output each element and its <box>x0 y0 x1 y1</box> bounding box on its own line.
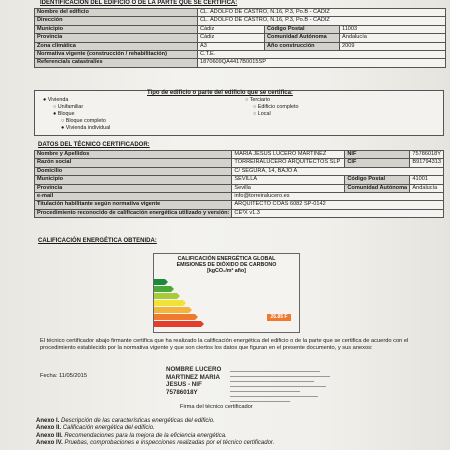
rating-header-line: EMISIONES DE DIÓXIDO DE CARBONO <box>176 262 277 269</box>
annex-number: Anexo III. <box>36 432 63 439</box>
row-label: Provincia <box>35 34 198 42</box>
row-label: Comunidad Autónoma <box>345 184 410 192</box>
annex-text: Descripción de las características energéticas del edificio. <box>61 418 215 424</box>
building-id-table <box>34 8 446 68</box>
table-row <box>35 209 444 217</box>
option-terciario <box>245 97 270 103</box>
option-label: Terciario <box>249 97 271 103</box>
row-value: info@torreiralucero.es <box>232 193 444 201</box>
row-value: B91794313 <box>410 159 444 167</box>
section2-title: Tipo de edificio o parte del edificio que se certifica: <box>147 90 293 96</box>
row-value: CL. ADOLFO DE CASTRO, N.16, P.3, Po.B - CADIZ <box>198 17 446 25</box>
option-local <box>253 111 271 117</box>
row-value: CE³X v1.3 <box>232 209 444 217</box>
row-label: Código Postal <box>345 176 410 184</box>
row-value: Sevilla <box>232 184 345 192</box>
row-value: Andalucía <box>410 184 444 192</box>
row-label: Nombre y Apellidos <box>35 151 232 159</box>
table-row <box>35 193 444 201</box>
annex-list <box>36 418 274 448</box>
signer-line: NOMBRE LUCERO <box>166 366 222 373</box>
digital-signature-stamp <box>230 367 350 402</box>
row-label: Año construcción <box>265 42 340 50</box>
rating-bar <box>154 307 192 313</box>
row-value: SEVILLA <box>232 176 345 184</box>
row-label: e-mail <box>35 193 232 201</box>
rating-value-badge: 26.85 F <box>267 314 291 321</box>
row-value: C.T.E. <box>198 51 446 59</box>
building-type-box <box>34 90 444 136</box>
rating-bar <box>154 286 174 292</box>
table-row <box>35 176 444 184</box>
annex-number: Anexo IV. <box>36 440 63 447</box>
list-item <box>36 418 274 425</box>
row-value: 1870609QA4417B0015SP <box>198 59 446 67</box>
row-label: Dirección <box>35 17 198 25</box>
row-value: 41001 <box>410 176 444 184</box>
rating-bar <box>154 300 186 306</box>
row-label: Zona climática <box>35 42 198 50</box>
table-row <box>35 51 446 59</box>
signer-line: 75786018Y <box>166 388 198 396</box>
radio-empty-icon: ○ <box>53 104 58 110</box>
radio-selected-icon: ● <box>53 111 58 117</box>
table-row <box>35 201 444 209</box>
row-value: 75786018Y <box>410 151 444 159</box>
row-label: Municipio <box>35 25 198 33</box>
row-value: A3 <box>198 42 265 50</box>
annex-number: Anexo I. <box>36 418 60 424</box>
option-unifamiliar <box>53 104 83 110</box>
table-row <box>35 167 444 175</box>
row-value: Cádiz <box>198 34 265 42</box>
rating-bar <box>154 314 198 320</box>
option-label: Vivienda individual <box>65 125 111 131</box>
row-label: NIF <box>345 151 410 159</box>
row-value: 11003 <box>340 25 446 33</box>
radio-selected-icon: ● <box>61 125 66 131</box>
option-label: Bloque <box>57 111 75 117</box>
table-row <box>35 25 446 33</box>
radio-empty-icon: ○ <box>253 111 258 117</box>
row-label: Provincia <box>35 184 232 192</box>
section3-title: DATOS DEL TÉCNICO CERTIFICADOR: <box>38 142 150 148</box>
list-item <box>36 440 274 447</box>
annex-text: Calificación energética del edificio. <box>62 425 155 432</box>
list-item <box>36 433 274 440</box>
radio-empty-icon: ○ <box>61 118 66 124</box>
row-label: CIF <box>345 159 410 167</box>
row-label: Titulación habilitante según normativa vigente <box>35 201 232 209</box>
rating-bar <box>154 321 204 327</box>
annex-text: Recomendaciones para la mejora de la eficiencia energética. <box>64 432 227 439</box>
rating-header-line: [kgCO₂/m² año] <box>207 268 246 275</box>
option-label: Edificio completo <box>257 104 299 110</box>
row-value: ARQUITECTO COAS 6082 SP-0142 <box>232 201 444 209</box>
row-label: Referencia/s catastral/es <box>35 59 198 67</box>
option-vivienda-individual <box>61 125 110 131</box>
list-item <box>36 425 274 432</box>
radio-empty-icon: ○ <box>253 104 258 110</box>
rating-header <box>154 256 299 275</box>
option-bloque-completo <box>61 118 106 124</box>
row-value: CL. ADOLFO DE CASTRO, N.16, P.3, Po.B - CADIZ <box>198 9 446 17</box>
table-row <box>35 17 446 25</box>
signer-line: JESUS - NIF <box>166 381 202 389</box>
row-value: TORREIRALUCERO ARQUITECTOS SLP <box>232 159 345 167</box>
rating-bar <box>154 279 168 285</box>
row-label: Domicilio <box>35 167 232 175</box>
option-label: Local <box>257 111 271 117</box>
radio-selected-icon: ● <box>43 97 48 103</box>
row-value: Andalucía <box>340 34 446 42</box>
section1-title: IDENTIFICACIÓN DEL EDIFICIO O DE LA PARTE QUE SE CERTIFICA: <box>40 0 238 6</box>
option-bloque <box>53 111 75 117</box>
signer-name <box>166 366 221 396</box>
table-row <box>35 159 444 167</box>
table-row <box>35 151 444 159</box>
radio-empty-icon: ○ <box>245 97 250 103</box>
date-label: Fecha: 11/05/2015 <box>40 373 88 379</box>
row-value: MARIA JESUS LUCERO MARTINEZ <box>232 151 345 159</box>
option-edificio-completo <box>253 104 299 110</box>
table-row <box>35 42 446 50</box>
table-row <box>35 59 446 67</box>
annex-number: Anexo II. <box>36 425 62 432</box>
row-label: Procedimiento reconocido de calificación energética utilizado y versión: <box>35 209 232 217</box>
technician-table <box>34 150 444 218</box>
table-row <box>35 34 446 42</box>
table-row <box>35 9 446 17</box>
row-value: 2009 <box>340 42 446 50</box>
annex-text: Pruebas, comprobaciones e inspecciones realizadas por el técnico certificador. <box>64 440 275 447</box>
option-vivienda <box>43 97 68 103</box>
rating-bar <box>154 293 180 299</box>
option-label: Bloque completo <box>65 118 106 124</box>
row-value: C/ SEGURA, 14, BAJO A <box>232 167 444 175</box>
certification-paragraph: El técnico certificador abajo firmante certifica que ha realizado la calificación energética del edificio o de la parte que se certifica de acuerdo con el procedimiento establecido por la normativa vigente y que son ciertos los datos que figuran en el presente documento, y sus anexos: <box>40 338 409 351</box>
table-row <box>35 184 444 192</box>
rating-header-line: CALIFICACIÓN ENERGÉTICA GLOBAL <box>177 256 276 262</box>
section4-title: CALIFICACIÓN ENERGÉTICA OBTENIDA: <box>38 238 157 244</box>
signer-line: MARTINEZ MARIA <box>166 373 220 381</box>
option-label: Vivienda <box>47 97 69 103</box>
row-label: Normativa vigente (construcción / rehabilitación) <box>35 51 198 59</box>
row-label: Nombre del edificio <box>35 9 198 17</box>
option-label: Unifamiliar <box>57 104 84 110</box>
signature-caption: Firma del técnico certificador <box>180 404 253 410</box>
row-label: Código Postal <box>265 25 340 33</box>
row-value: Cádiz <box>198 25 265 33</box>
energy-rating-box <box>153 253 300 333</box>
row-label: Razón social <box>35 159 232 167</box>
row-label: Comunidad Autónoma <box>265 34 340 42</box>
row-label: Municipio <box>35 176 232 184</box>
